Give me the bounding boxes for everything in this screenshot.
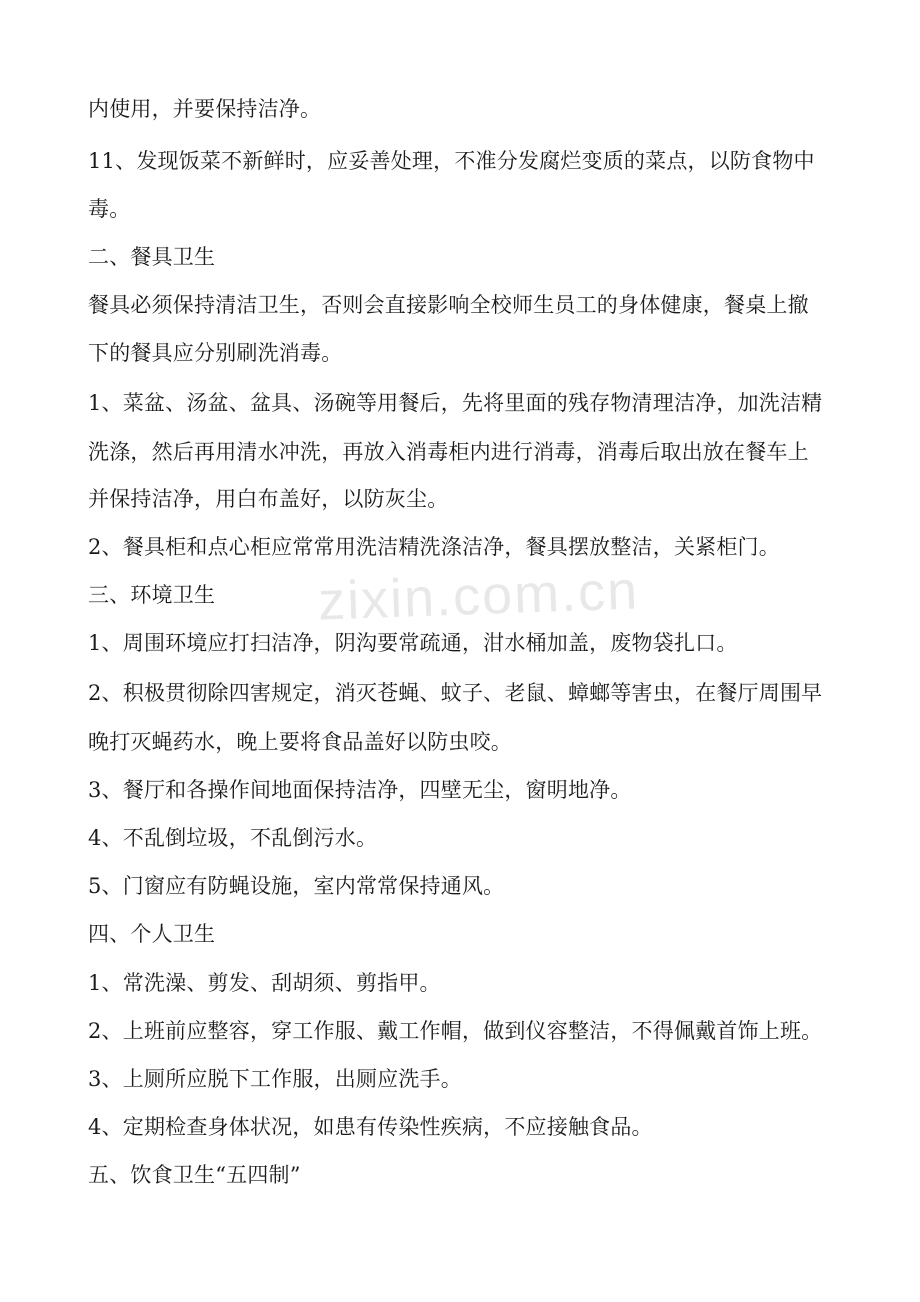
text-line: 2、上班前应整容，穿工作服、戴工作帽，做到仪容整洁，不得佩戴首饰上班。 [88, 1019, 823, 1043]
text-line: 并保持洁净，用白布盖好，以防灰尘。 [88, 487, 449, 511]
section-heading: 二、餐具卫生 [88, 245, 216, 269]
text-line: 内使用，并要保持洁净。 [88, 97, 322, 121]
section-heading: 三、环境卫生 [88, 583, 216, 607]
text-line: 4、定期检查身体状况，如患有传染性疾病，不应接触食品。 [88, 1115, 653, 1139]
text-line: 下的餐具应分别刷洗消毒。 [88, 341, 343, 365]
text-line: 2、积极贯彻除四害规定，消灭苍蝇、蚊子、老鼠、蟑螂等害虫，在餐厅周围早 [88, 681, 823, 705]
watermark: zixin.com.cn [317, 560, 641, 632]
text-line: 1、菜盆、汤盆、盆具、汤碗等用餐后，先将里面的残存物清理洁净，加洗洁精 [88, 391, 823, 415]
text-line: 餐具必须保持清洁卫生，否则会直接影响全校师生员工的身体健康，餐桌上撤 [88, 293, 809, 317]
text-line: 3、上厕所应脱下工作服，出厕应洗手。 [88, 1067, 462, 1091]
text-line: 洗涤，然后再用清水冲洗，再放入消毒柜内进行消毒，消毒后取出放在餐车上 [88, 440, 809, 464]
text-line: 毒。 [88, 197, 131, 221]
text-line: 4、不乱倒垃圾，不乱倒污水。 [88, 826, 378, 850]
text-line: 11、发现饭菜不新鲜时，应妥善处理，不准分发腐烂变质的菜点，以防食物中 [88, 149, 815, 173]
text-line: 2、餐具柜和点心柜应常常用洗洁精洗涤洁净，餐具摆放整洁，关紧柜门。 [88, 535, 780, 559]
section-heading: 四、个人卫生 [88, 922, 216, 946]
text-line: 晚打灭蝇药水，晚上要将食品盖好以防虫咬。 [88, 730, 512, 754]
text-line: 5、门窗应有防蝇设施，室内常常保持通风。 [88, 874, 505, 898]
text-line: 1、周围环境应打扫洁净，阴沟要常疏通，泔水桶加盖，废物袋扎口。 [88, 631, 738, 655]
text-line: 3、餐厅和各操作间地面保持洁净，四壁无尘，窗明地净。 [88, 778, 632, 802]
section-heading: 五、饮食卫生“五四制” [88, 1163, 301, 1187]
text-line: 1、常洗澡、剪发、刮胡须、剪指甲。 [88, 971, 441, 995]
